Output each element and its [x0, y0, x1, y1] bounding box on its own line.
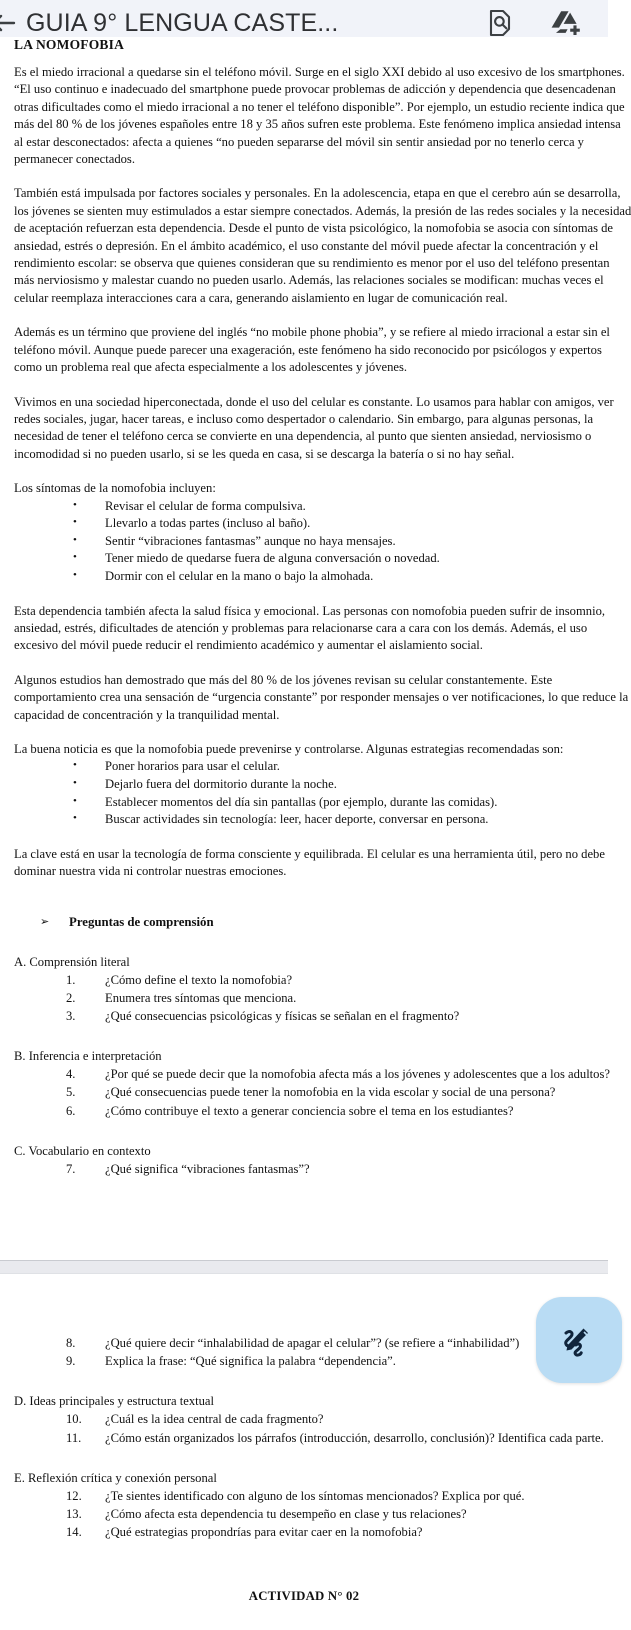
- question-number: 2.: [66, 990, 76, 1005]
- paragraph-line: al estar desconectados: afecta a quienes “no pueden separarse del móvil sin sentir ansiedad por no tenerlo cerca y: [14, 134, 584, 149]
- paragraph: [14, 64, 625, 168]
- paragraph-line: capacidad de concentración y la tranquilidad mental.: [14, 707, 280, 722]
- question-list: [14, 1160, 594, 1178]
- paragraph-line: ansiedad, estrés o depresión. En el ámbito académico, el uso constante del móvil puede afectar la concentración y el: [14, 238, 599, 253]
- question-item: 1. ¿Cómo define el texto la nomofobia?: [14, 971, 594, 989]
- document-viewport[interactable]: [0, 37, 631, 1604]
- page-title: LA NOMOFOBIA: [14, 37, 125, 52]
- question-item: 10. ¿Cuál es la idea central de cada fragmento?: [14, 1410, 594, 1428]
- list-item: • Sentir “vibraciones fantasmas” aunque no haya mensajes.: [14, 533, 594, 551]
- question-item: 13. ¿Cómo afecta esta dependencia tu desempeño en clase y tus relaciones?: [14, 1505, 594, 1523]
- list-item: • Poner horarios para usar el celular.: [14, 758, 594, 776]
- strategies-lead: La buena noticia es que la nomofobia puede prevenirse y controlarse. Algunas estrategias recomendadas son:: [14, 741, 564, 756]
- symptoms-lead: Los síntomas de la nomofobia incluyen:: [14, 481, 216, 496]
- add-to-drive-icon[interactable]: [550, 7, 582, 39]
- paragraph-line: celular reemplaza interacciones cara a cara, generando aislamiento en lugar de comunicación real.: [14, 290, 508, 305]
- question-list: [14, 1410, 604, 1446]
- signature-pen-icon: [553, 1322, 593, 1362]
- question-item: 9. Explica la frase: “Qué significa la palabra “dependencia”.: [14, 1352, 594, 1370]
- question-item: 5. ¿Qué consecuencias puede tener la nomofobia en la vida escolar y social de una persona?: [14, 1083, 594, 1101]
- question-item: 12. ¿Te sientes identificado con alguno de los síntomas mencionados? Explica por qué.: [14, 1487, 594, 1505]
- question-item: 2. Enumera tres síntomas que menciona.: [14, 989, 594, 1007]
- bullet-arrow-icon: ➢: [40, 915, 50, 928]
- question-item: 6. ¿Cómo contribuye el texto a generar conciencia sobre el tema en los estudiantes?: [14, 1102, 594, 1120]
- document-page-1: [0, 37, 631, 1260]
- question-number: 14.: [66, 1525, 82, 1540]
- strategies-list: [14, 758, 594, 828]
- question-number: 10.: [66, 1412, 82, 1427]
- paragraph-line: dominar nuestra vida ni controlar nuestras emociones.: [14, 864, 287, 879]
- question-list: [14, 1334, 594, 1370]
- paragraph-line: Esta dependencia también afecta la salud física y emocional. Las personas con nomofobia pueden sufrir de insomnio,: [14, 603, 606, 618]
- paragraph-line: redes sociales, jugar, hacer tareas, e incluso como despertador o calendario. Sin embargo, para algunas personas, la: [14, 411, 594, 426]
- paragraph-line: Es el miedo irracional a quedarse sin el teléfono móvil. Surge en el siglo XXI debido al uso excesivo de los smartphones.: [14, 65, 625, 79]
- question-item: 7. ¿Qué significa “vibraciones fantasmas”?: [14, 1160, 594, 1178]
- paragraph: [14, 672, 629, 724]
- paragraph: [14, 185, 631, 307]
- question-number: 5.: [66, 1085, 76, 1100]
- symptoms-list: [14, 498, 594, 586]
- list-item: • Tener miedo de quedarse fuera de alguna conversación o novedad.: [14, 550, 594, 568]
- paragraph-line: comportamiento crea una sensación de “urgencia constante” por responder mensajes o ver notificaciones, lo que reduce la: [14, 690, 629, 705]
- question-number: 3.: [66, 1008, 76, 1023]
- paragraph: [14, 603, 606, 655]
- list-item: • Dejarlo fuera del dormitorio durante la noche.: [14, 776, 594, 794]
- paragraph-line: Algunos estudios han demostrado que más del 80 % de los jóvenes revisan su celular constantemente. Este: [14, 672, 553, 687]
- question-group-heading: A. Comprensión literal: [14, 954, 130, 969]
- document-title: GUIA 9° LENGUA CASTE...: [26, 9, 339, 37]
- activity-title: ACTIVIDAD N° 02: [248, 1589, 360, 1604]
- app-bar-actions: [484, 7, 608, 39]
- question-list: [14, 1065, 610, 1120]
- question-list: [14, 1487, 594, 1542]
- question-item: 14. ¿Qué estrategias propondrías para evitar caer en la nomofobia?: [14, 1523, 594, 1541]
- question-list: [14, 971, 594, 1026]
- question-number: 7.: [66, 1161, 76, 1176]
- document-search-icon[interactable]: [484, 7, 516, 39]
- question-item: 11. ¿Cómo están organizados los párrafos (introducción, desarrollo, conclusión)? Identifica cada parte.: [14, 1429, 594, 1447]
- questions-section-label: Preguntas de comprensión: [69, 914, 214, 929]
- list-item: • Llevarlo a todas partes (incluso al baño).: [14, 515, 594, 533]
- paragraph: [14, 394, 614, 464]
- list-item: • Revisar el celular de forma compulsiva.: [14, 498, 594, 516]
- question-number: 9.: [66, 1354, 76, 1369]
- fill-and-sign-fab[interactable]: [536, 1297, 622, 1383]
- question-group-heading: C. Vocabulario en contexto: [14, 1143, 151, 1158]
- paragraph-line: de aceptación refuerzan esta dependencia. Desde el punto de vista psicológico, la nomofobia se asocia con síntomas de: [14, 221, 614, 236]
- questions-section-title: [14, 913, 594, 931]
- question-item: 4. ¿Por qué se puede decir que la nomofobia afecta más a los jóvenes y adolescentes que a los adultos?: [14, 1065, 594, 1083]
- paragraph-line: La clave está en usar la tecnología de forma consciente y equilibrada. El celular es una herramienta útil, pero no debe: [14, 846, 605, 861]
- paragraph-line: ansiedad, estrés, dificultades de atención y problemas para relacionarse cara a cara con los demás. Además, el uso: [14, 620, 588, 635]
- list-item: • Buscar actividades sin tecnología: leer, hacer deporte, conversar en persona.: [14, 811, 594, 829]
- question-group-heading: D. Ideas principales y estructura textual: [14, 1394, 215, 1409]
- paragraph-line: otras dificultades como el miedo irracional a no tener el teléfono disponible”. Por ejemplo, un estudio reciente indica que: [14, 99, 625, 114]
- page-break-divider: [0, 1260, 608, 1274]
- paragraph-line: excesivo del móvil puede reducir el rendimiento académico y aumentar el aislamiento social.: [14, 638, 483, 653]
- paragraph-line: necesidad de tener el teléfono cerca se convierte en una dependencia, al punto que sienten ansiedad, nerviosismo o: [14, 429, 592, 444]
- paragraph-line: rendimiento escolar: se observa que quienes consideran que su rendimiento es menor por el uso del teléfono presentan: [14, 256, 610, 271]
- question-groups-page-2: [14, 1334, 604, 1541]
- paragraph-line: más nerviosismo y malestar cuando no pueden usarlo. Además, las relaciones sociales se modifican: muchas veces el: [14, 273, 604, 288]
- paragraph-line: los jóvenes se sienten muy estimulados a estar siempre conectados. Además, la presión de las redes sociales y la necesidad: [14, 203, 631, 218]
- question-number: 11.: [66, 1430, 82, 1445]
- paragraph-line: incomodidad si no pueden usarlo, si se les queda en casa, si se descarga la batería o si no hay señal.: [14, 446, 515, 461]
- question-item: 3. ¿Qué consecuencias psicológicas y físicas se señalan en el fragmento?: [14, 1007, 594, 1025]
- question-number: 12.: [66, 1488, 82, 1503]
- paragraph-line: “El uso continuo e inadecuado del smartphone puede provocar problemas de adicción y dependencia que desencadenan: [14, 82, 616, 97]
- question-number: 4.: [66, 1067, 76, 1082]
- paragraph-line: También está impulsada por factores sociales y personales. En la adolescencia, etapa en que el cerebro aún se desarrolla,: [14, 186, 621, 201]
- paragraph-line: como un problema real que afecta especialmente a los adolescentes y jóvenes.: [14, 360, 408, 375]
- question-item: 8. ¿Qué quiere decir “inhalabilidad de apagar el celular”? (se refiere a “inhabilidad”): [14, 1334, 594, 1352]
- document-page-2: [0, 1274, 608, 1630]
- list-item: • Dormir con el celular en la mano o bajo la almohada.: [14, 568, 594, 586]
- question-groups-page-1: [14, 953, 610, 1178]
- paragraph-line: teléfono móvil. Aunque puede parecer una exageración, este fenómeno ha sido reconocido por psicólogos y expertos: [14, 342, 602, 357]
- paragraph: [14, 324, 610, 376]
- paragraph-line: Vivimos en una sociedad hiperconectada, donde el uso del celular es constante. Lo usamos para hablar con amigos, ver: [14, 394, 614, 409]
- question-number: 8.: [66, 1335, 76, 1350]
- paragraph-line: más del 80 % de los jóvenes españoles entre 18 y 35 años sufren este problema. Este fenómeno implica ansiedad intensa: [14, 117, 621, 132]
- paragraph-line: permanecer conectados.: [14, 152, 135, 167]
- question-number: 1.: [66, 972, 76, 987]
- paragraph-line: Además es un término que proviene del inglés “no mobile phone phobia”, y se refiere al miedo irracional a estar sin el: [14, 325, 610, 340]
- question-number: 6.: [66, 1103, 76, 1118]
- question-group-heading: B. Inferencia e interpretación: [14, 1049, 162, 1064]
- question-group-heading: E. Reflexión crítica y conexión personal: [14, 1470, 217, 1485]
- question-number: 13.: [66, 1506, 82, 1521]
- list-item: • Establecer momentos del día sin pantallas (por ejemplo, durante las comidas).: [14, 794, 594, 812]
- paragraph: [14, 846, 605, 881]
